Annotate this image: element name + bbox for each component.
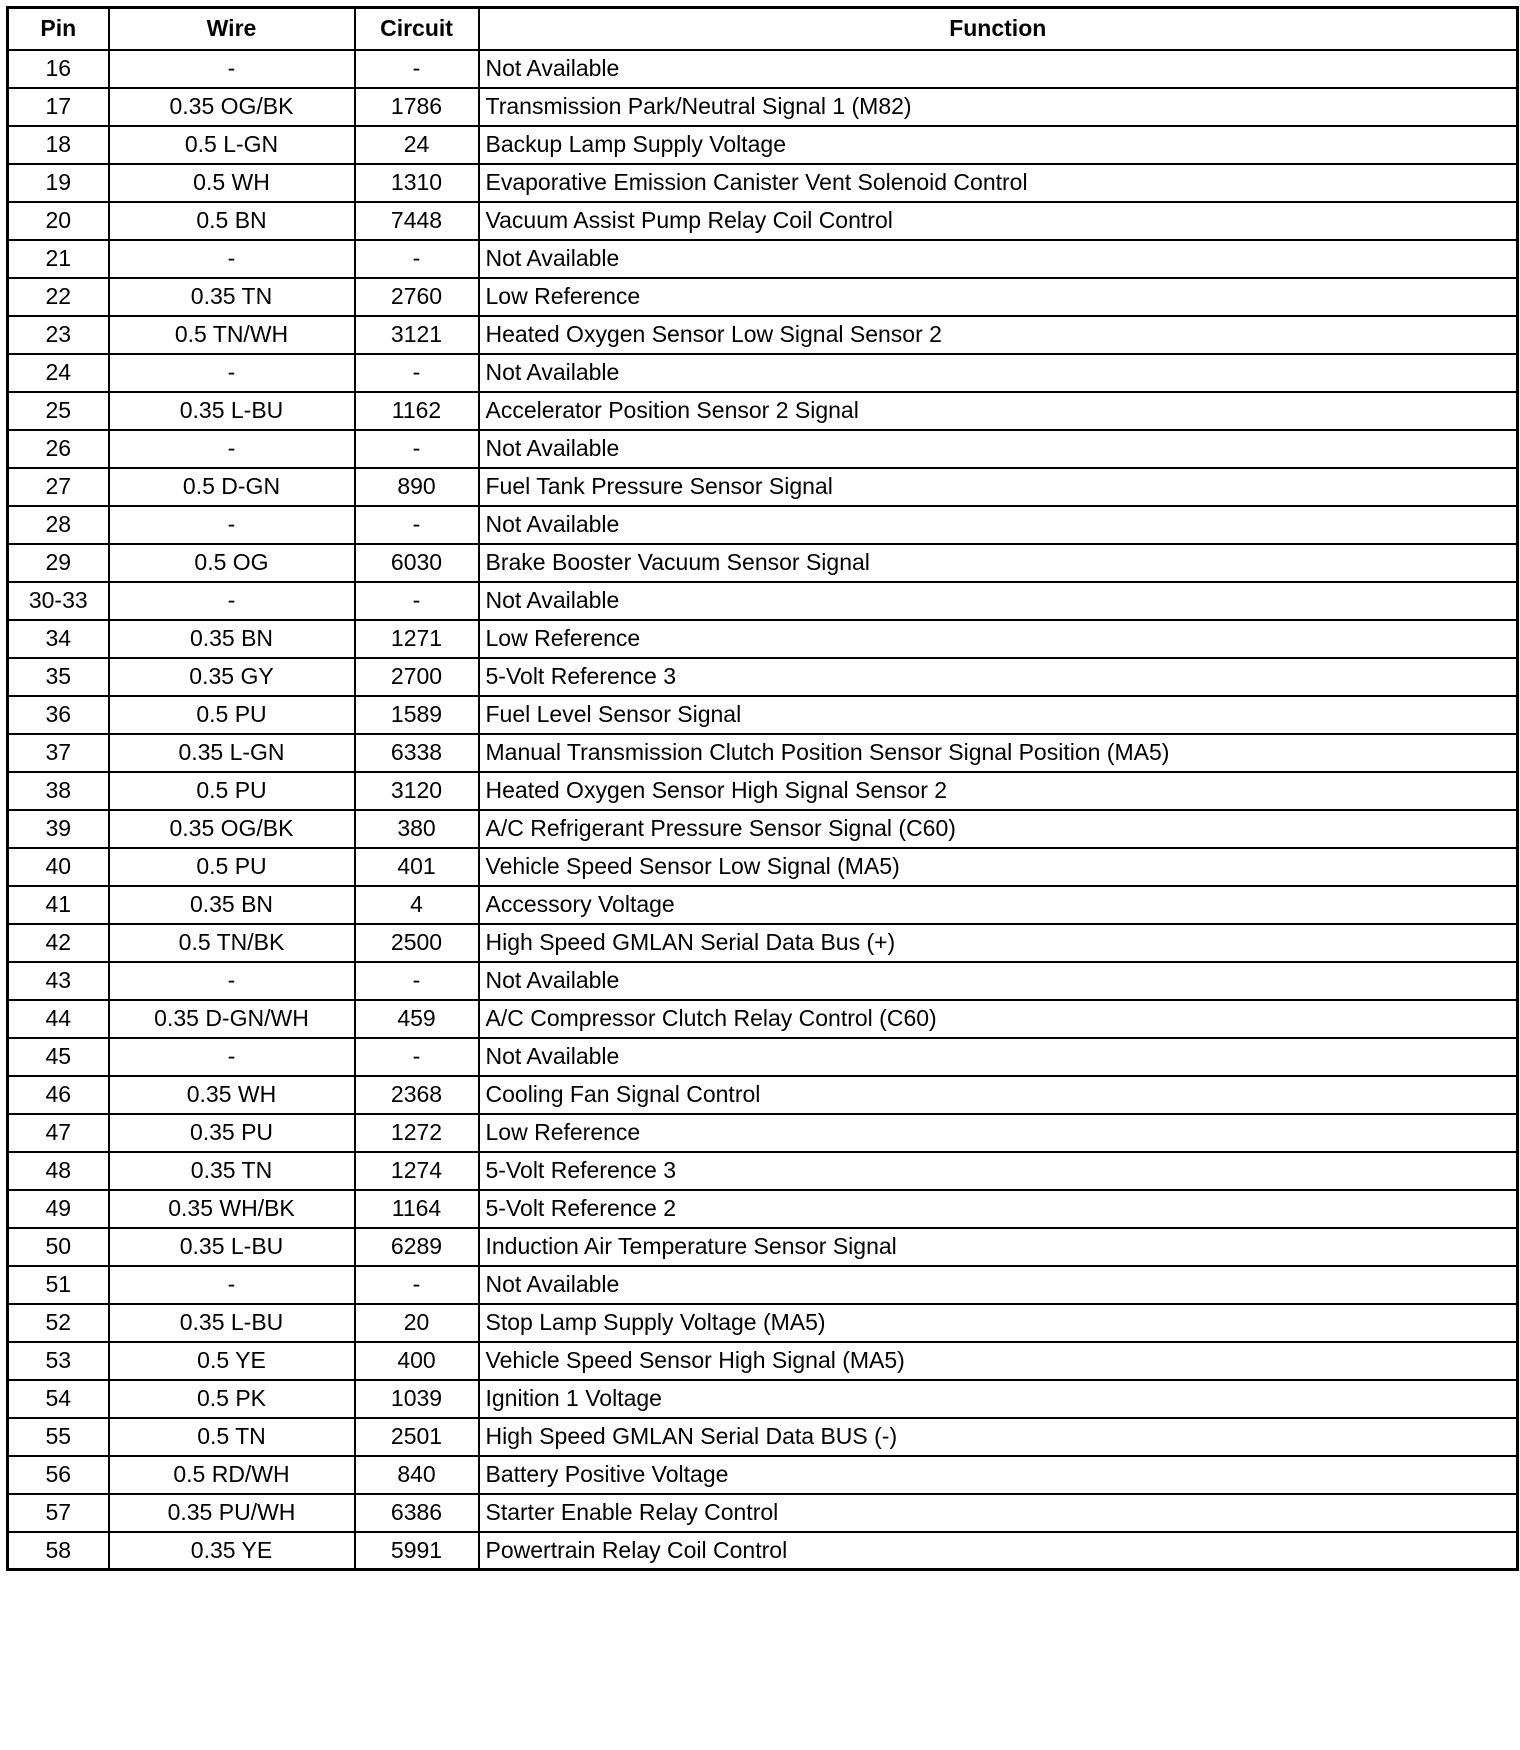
table-row [8, 354, 1518, 392]
wire-cell: 0.35 PU [109, 1114, 355, 1152]
pin-cell: 47 [8, 1114, 109, 1152]
wire-cell: 0.5 PU [109, 848, 355, 886]
circuit-cell: 1272 [355, 1114, 479, 1152]
wire-cell: - [109, 50, 355, 88]
circuit-cell: 2760 [355, 278, 479, 316]
wire-cell: 0.35 BN [109, 620, 355, 658]
pin-cell: 41 [8, 886, 109, 924]
table-row [8, 734, 1518, 772]
wire-cell: 0.5 TN/BK [109, 924, 355, 962]
circuit-cell: 459 [355, 1000, 479, 1038]
wire-cell: 0.35 WH/BK [109, 1190, 355, 1228]
table-row [8, 202, 1518, 240]
table-header [8, 8, 1518, 50]
function-cell: Not Available [479, 582, 1518, 620]
wire-cell: 0.5 YE [109, 1342, 355, 1380]
table-row [8, 468, 1518, 506]
wire-cell: 0.5 RD/WH [109, 1456, 355, 1494]
pin-cell: 45 [8, 1038, 109, 1076]
pin-cell: 52 [8, 1304, 109, 1342]
circuit-cell: 6030 [355, 544, 479, 582]
pin-cell: 24 [8, 354, 109, 392]
table-row [8, 544, 1518, 582]
table-row [8, 658, 1518, 696]
wire-cell: - [109, 506, 355, 544]
function-cell: Ignition 1 Voltage [479, 1380, 1518, 1418]
header-function: Function [479, 8, 1518, 50]
function-cell: Not Available [479, 506, 1518, 544]
table-row [8, 886, 1518, 924]
function-cell: Not Available [479, 50, 1518, 88]
pin-cell: 17 [8, 88, 109, 126]
circuit-cell: 840 [355, 1456, 479, 1494]
table-row [8, 50, 1518, 88]
table-row [8, 962, 1518, 1000]
function-cell: Vehicle Speed Sensor High Signal (MA5) [479, 1342, 1518, 1380]
wire-cell: 0.35 D-GN/WH [109, 1000, 355, 1038]
pin-cell: 43 [8, 962, 109, 1000]
pin-cell: 36 [8, 696, 109, 734]
pin-cell: 25 [8, 392, 109, 430]
table-row [8, 1418, 1518, 1456]
wire-cell: 0.5 L-GN [109, 126, 355, 164]
wire-cell: 0.5 PU [109, 772, 355, 810]
wire-cell: 0.35 TN [109, 278, 355, 316]
table-row [8, 810, 1518, 848]
table-row [8, 1076, 1518, 1114]
circuit-cell: 1164 [355, 1190, 479, 1228]
table-row [8, 1380, 1518, 1418]
header-row [8, 8, 1518, 50]
table-row [8, 278, 1518, 316]
pin-cell: 30-33 [8, 582, 109, 620]
circuit-cell: 1589 [355, 696, 479, 734]
table-row [8, 1456, 1518, 1494]
circuit-cell: 4 [355, 886, 479, 924]
header-pin: Pin [8, 8, 109, 50]
circuit-cell: 20 [355, 1304, 479, 1342]
circuit-cell: - [355, 1266, 479, 1304]
circuit-cell: 2501 [355, 1418, 479, 1456]
function-cell: 5-Volt Reference 3 [479, 658, 1518, 696]
wire-cell: 0.5 TN [109, 1418, 355, 1456]
function-cell: Not Available [479, 1038, 1518, 1076]
wire-cell: 0.5 PK [109, 1380, 355, 1418]
circuit-cell: 401 [355, 848, 479, 886]
pin-cell: 18 [8, 126, 109, 164]
table-row [8, 430, 1518, 468]
function-cell: Low Reference [479, 1114, 1518, 1152]
function-cell: Manual Transmission Clutch Position Sensor Signal Position (MA5) [479, 734, 1518, 772]
wire-cell: 0.5 OG [109, 544, 355, 582]
pin-cell: 20 [8, 202, 109, 240]
wire-cell: 0.35 WH [109, 1076, 355, 1114]
table-row [8, 1228, 1518, 1266]
pin-cell: 19 [8, 164, 109, 202]
wire-cell: 0.35 PU/WH [109, 1494, 355, 1532]
table-row [8, 582, 1518, 620]
function-cell: A/C Compressor Clutch Relay Control (C60) [479, 1000, 1518, 1038]
function-cell: Not Available [479, 240, 1518, 278]
pin-cell: 40 [8, 848, 109, 886]
function-cell: Vehicle Speed Sensor Low Signal (MA5) [479, 848, 1518, 886]
function-cell: High Speed GMLAN Serial Data Bus (+) [479, 924, 1518, 962]
function-cell: 5-Volt Reference 2 [479, 1190, 1518, 1228]
header-circuit: Circuit [355, 8, 479, 50]
function-cell: Transmission Park/Neutral Signal 1 (M82) [479, 88, 1518, 126]
pin-cell: 35 [8, 658, 109, 696]
wire-cell: - [109, 962, 355, 1000]
circuit-cell: 1274 [355, 1152, 479, 1190]
pin-cell: 49 [8, 1190, 109, 1228]
circuit-cell: - [355, 50, 479, 88]
function-cell: Brake Booster Vacuum Sensor Signal [479, 544, 1518, 582]
circuit-cell: 2500 [355, 924, 479, 962]
circuit-cell: 5991 [355, 1532, 479, 1570]
wire-cell: - [109, 354, 355, 392]
circuit-cell: 380 [355, 810, 479, 848]
circuit-cell: 1271 [355, 620, 479, 658]
table-row [8, 164, 1518, 202]
circuit-cell: 6386 [355, 1494, 479, 1532]
wire-cell: 0.35 L-BU [109, 1228, 355, 1266]
wire-cell: 0.35 TN [109, 1152, 355, 1190]
wire-cell: - [109, 1038, 355, 1076]
circuit-cell: - [355, 430, 479, 468]
function-cell: 5-Volt Reference 3 [479, 1152, 1518, 1190]
pin-cell: 37 [8, 734, 109, 772]
wire-cell: - [109, 430, 355, 468]
table-row [8, 88, 1518, 126]
table-row [8, 620, 1518, 658]
table-row [8, 126, 1518, 164]
wire-cell: - [109, 240, 355, 278]
table-row [8, 696, 1518, 734]
function-cell: Cooling Fan Signal Control [479, 1076, 1518, 1114]
function-cell: Stop Lamp Supply Voltage (MA5) [479, 1304, 1518, 1342]
function-cell: Backup Lamp Supply Voltage [479, 126, 1518, 164]
pin-cell: 38 [8, 772, 109, 810]
circuit-cell: 3121 [355, 316, 479, 354]
pinout-table-container [6, 6, 1516, 1571]
function-cell: Low Reference [479, 278, 1518, 316]
pin-cell: 58 [8, 1532, 109, 1570]
table-row [8, 1494, 1518, 1532]
circuit-cell: 2700 [355, 658, 479, 696]
function-cell: Battery Positive Voltage [479, 1456, 1518, 1494]
connector-pinout-table [6, 6, 1519, 1571]
function-cell: Not Available [479, 1266, 1518, 1304]
function-cell: Vacuum Assist Pump Relay Coil Control [479, 202, 1518, 240]
table-row [8, 506, 1518, 544]
wire-cell: - [109, 1266, 355, 1304]
circuit-cell: 400 [355, 1342, 479, 1380]
pin-cell: 54 [8, 1380, 109, 1418]
table-row [8, 1190, 1518, 1228]
circuit-cell: - [355, 582, 479, 620]
pin-cell: 39 [8, 810, 109, 848]
table-row [8, 1532, 1518, 1570]
pin-cell: 57 [8, 1494, 109, 1532]
circuit-cell: 6289 [355, 1228, 479, 1266]
circuit-cell: 6338 [355, 734, 479, 772]
circuit-cell: - [355, 506, 479, 544]
function-cell: Heated Oxygen Sensor Low Signal Sensor 2 [479, 316, 1518, 354]
function-cell: Accelerator Position Sensor 2 Signal [479, 392, 1518, 430]
function-cell: Low Reference [479, 620, 1518, 658]
wire-cell: 0.5 TN/WH [109, 316, 355, 354]
circuit-cell: - [355, 962, 479, 1000]
pin-cell: 55 [8, 1418, 109, 1456]
pin-cell: 23 [8, 316, 109, 354]
pin-cell: 29 [8, 544, 109, 582]
function-cell: Heated Oxygen Sensor High Signal Sensor 2 [479, 772, 1518, 810]
circuit-cell: 24 [355, 126, 479, 164]
pin-cell: 48 [8, 1152, 109, 1190]
pin-cell: 56 [8, 1456, 109, 1494]
wire-cell: 0.35 OG/BK [109, 810, 355, 848]
header-wire: Wire [109, 8, 355, 50]
wire-cell: 0.5 BN [109, 202, 355, 240]
function-cell: Not Available [479, 354, 1518, 392]
pin-cell: 53 [8, 1342, 109, 1380]
function-cell: Induction Air Temperature Sensor Signal [479, 1228, 1518, 1266]
table-row [8, 924, 1518, 962]
table-row [8, 1038, 1518, 1076]
wire-cell: 0.35 OG/BK [109, 88, 355, 126]
function-cell: Accessory Voltage [479, 886, 1518, 924]
wire-cell: 0.35 GY [109, 658, 355, 696]
circuit-cell: 2368 [355, 1076, 479, 1114]
table-row [8, 392, 1518, 430]
circuit-cell: 1162 [355, 392, 479, 430]
wire-cell: 0.35 YE [109, 1532, 355, 1570]
wire-cell: 0.5 WH [109, 164, 355, 202]
circuit-cell: 1310 [355, 164, 479, 202]
pin-cell: 21 [8, 240, 109, 278]
table-row [8, 1000, 1518, 1038]
table-row [8, 240, 1518, 278]
function-cell: Not Available [479, 962, 1518, 1000]
circuit-cell: - [355, 1038, 479, 1076]
wire-cell: - [109, 582, 355, 620]
table-row [8, 316, 1518, 354]
circuit-cell: 1786 [355, 88, 479, 126]
pin-cell: 34 [8, 620, 109, 658]
pin-cell: 27 [8, 468, 109, 506]
circuit-cell: 3120 [355, 772, 479, 810]
pin-cell: 51 [8, 1266, 109, 1304]
pin-cell: 22 [8, 278, 109, 316]
function-cell: A/C Refrigerant Pressure Sensor Signal (C60) [479, 810, 1518, 848]
function-cell: Starter Enable Relay Control [479, 1494, 1518, 1532]
table-row [8, 1304, 1518, 1342]
circuit-cell: - [355, 240, 479, 278]
circuit-cell: 1039 [355, 1380, 479, 1418]
circuit-cell: 890 [355, 468, 479, 506]
table-row [8, 1342, 1518, 1380]
pin-cell: 50 [8, 1228, 109, 1266]
pin-cell: 42 [8, 924, 109, 962]
function-cell: Fuel Tank Pressure Sensor Signal [479, 468, 1518, 506]
table-row [8, 848, 1518, 886]
wire-cell: 0.35 L-GN [109, 734, 355, 772]
pin-cell: 26 [8, 430, 109, 468]
function-cell: Not Available [479, 430, 1518, 468]
pin-cell: 16 [8, 50, 109, 88]
pin-cell: 44 [8, 1000, 109, 1038]
wire-cell: 0.35 BN [109, 886, 355, 924]
table-row [8, 1114, 1518, 1152]
table-body [8, 50, 1518, 1570]
circuit-cell: - [355, 354, 479, 392]
wire-cell: 0.35 L-BU [109, 1304, 355, 1342]
wire-cell: 0.5 PU [109, 696, 355, 734]
function-cell: Fuel Level Sensor Signal [479, 696, 1518, 734]
wire-cell: 0.5 D-GN [109, 468, 355, 506]
function-cell: Powertrain Relay Coil Control [479, 1532, 1518, 1570]
function-cell: High Speed GMLAN Serial Data BUS (-) [479, 1418, 1518, 1456]
table-row [8, 1152, 1518, 1190]
wire-cell: 0.35 L-BU [109, 392, 355, 430]
circuit-cell: 7448 [355, 202, 479, 240]
function-cell: Evaporative Emission Canister Vent Solenoid Control [479, 164, 1518, 202]
pin-cell: 28 [8, 506, 109, 544]
pin-cell: 46 [8, 1076, 109, 1114]
table-row [8, 772, 1518, 810]
table-row [8, 1266, 1518, 1304]
